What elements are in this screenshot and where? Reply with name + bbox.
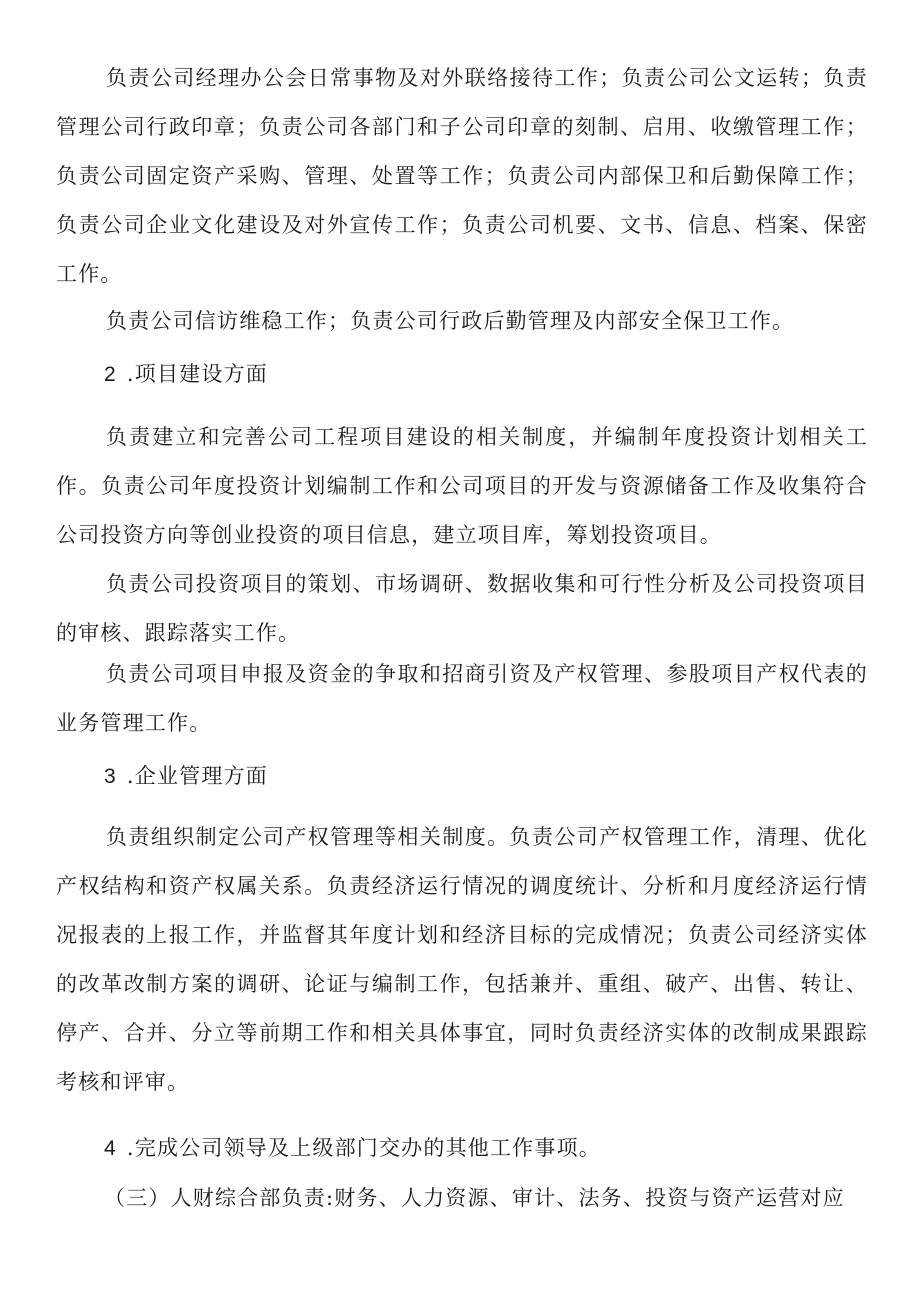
heading-text: .企业管理方面 — [126, 764, 268, 788]
heading-number: 2 — [104, 363, 117, 386]
paragraph-project-system: 负责建立和完善公司工程项目建设的相关制度，并编制年度投资计划相关工作。负责公司年度投资计划编制工作和公司项目的开发与资源储备工作及收集符合公司投资方向等创业投资的项目信息，建立项目库，筹划投资项目。 — [56, 425, 868, 547]
paragraph-admin-duties: 负责公司经理办公会日常事物及对外联络接待工作；负责公司公文运转；负责管理公司行政印章；负责公司各部门和子公司印章的刻制、启用、收缴管理工作；负责公司固定资产采购、管理、处置等工作；负责公司内部保卫和后勤保障工作；负责公司企业文化建设及对外宣传工作；负责公司机要、文书、信息、档案、保密工作。 — [56, 66, 868, 286]
section-heading-enterprise-management — [104, 752, 268, 801]
heading-text: .项目建设方面 — [126, 362, 268, 386]
section-heading-other-tasks — [104, 1124, 601, 1173]
paragraph-project-application: 负责公司项目申报及资金的争取和招商引资及产权管理、参股项目产权代表的业务管理工作。 — [56, 662, 868, 735]
paragraph-petition-security: 负责公司信访维稳工作；负责公司行政后勤管理及内部安全保卫工作。 — [106, 309, 795, 333]
paragraph-hr-finance-dept: （三）人财综合部负责:财务、人力资源、审计、法务、投资与资产运营对应 — [104, 1186, 845, 1210]
heading-text: .完成公司领导及上级部门交办的其他工作事项。 — [126, 1136, 601, 1160]
section-heading-project-construction — [104, 350, 268, 399]
paragraph-investment-planning: 负责公司投资项目的策划、市场调研、数据收集和可行性分析及公司投资项目的审核、跟踪落实工作。 — [56, 572, 868, 645]
paragraph-property-rights: 负责组织制定公司产权管理等相关制度。负责公司产权管理工作，清理、优化产权结构和资产权属关系。负责经济运行情况的调度统计、分析和月度经济运行情况报表的上报工作，并监督其年度计划和经济目标的完成情况；负责公司经济实体的改革改制方案的调研、论证与编制工作，包括兼并、重组、破产、出售、转让、停产、合并、分立等前期工作和相关具体事宜，同时负责经济实体的改制成果跟踪考核和评审。 — [56, 825, 868, 1094]
heading-number: 4 — [104, 1137, 117, 1160]
heading-number: 3 — [104, 765, 117, 788]
